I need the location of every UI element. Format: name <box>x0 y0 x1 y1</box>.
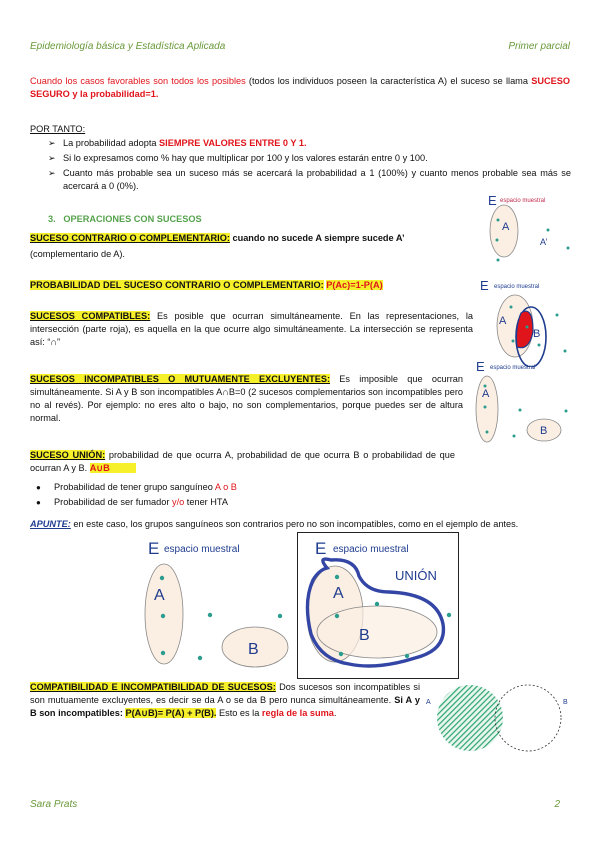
label-a: A <box>154 587 165 604</box>
label-b: B <box>540 425 548 437</box>
incompatibles-label: SUCESOS INCOMPATIBLES O MUTUAMENTE EXCLUYENTES: <box>30 374 331 384</box>
prob-contrario-paragraph <box>30 279 383 292</box>
apunte-text: en este caso, los grupos sanguíneos son contrarios pero no son incompatibles, como en el ejemplo de antes. <box>70 519 519 529</box>
diagram-title: espacio muestral <box>490 365 536 371</box>
intro-bold: SUCESO SEGURO y la probabilidad=1. <box>30 76 570 99</box>
union-formula: A∪B <box>90 463 136 473</box>
diagram-union-left <box>140 536 290 676</box>
ellipse-b <box>317 606 437 658</box>
dot <box>497 259 500 262</box>
union-label: SUCESO UNIÓN: <box>30 450 106 460</box>
contrario-text2: (complementario de A). <box>30 249 125 259</box>
prob-contrario-formula: P(Ac)=1-P(A) <box>326 280 383 290</box>
dot <box>567 247 570 250</box>
compat-incompat-text2: Esto es la <box>216 708 262 718</box>
diagram-e-label: E <box>476 359 485 374</box>
label-a: A <box>499 315 507 327</box>
arrow-bullet-icon: ➢ <box>48 153 56 163</box>
contrario-label: SUCESO CONTRARIO O COMPLEMENTARIO: <box>30 233 230 243</box>
list-item-text: Probabilidad de ser fumador <box>54 497 172 507</box>
list-item-red: A o B <box>214 482 237 492</box>
compat-incompat-formula: P(A∪B)= P(A) + P(B). <box>125 708 217 718</box>
diagram-e-label: E <box>488 193 497 208</box>
diagram-compatibles <box>477 277 577 367</box>
list-item-red: y/o <box>171 497 185 507</box>
list-item-post: tener HTA <box>184 497 228 507</box>
label-b: B <box>533 328 541 340</box>
dot <box>339 652 343 656</box>
list-item <box>48 137 571 150</box>
footer-left: Sara Prats <box>30 799 78 810</box>
dot-bullet-icon: ● <box>36 498 41 507</box>
label-b: B <box>359 627 370 644</box>
diagram-title: espacio muestral <box>164 544 240 555</box>
compat-incompat-end: . <box>333 708 337 718</box>
compatibles-paragraph <box>30 310 473 349</box>
intro-paragraph <box>30 75 570 101</box>
por-tanto-heading: POR TANTO: <box>30 124 86 134</box>
circle-b <box>495 685 561 751</box>
list-item-text: Probabilidad de tener grupo sanguíneo <box>54 482 215 492</box>
contrario-paragraph <box>30 232 470 245</box>
dot <box>556 314 559 317</box>
incompatibles-text: Es imposible que ocurran simultáneamente. Si A y B son incompatibles A∩B=0 (2 sucesos complementarios son incompatibles pero no al revés). Por ejemplo: no eres alto o bajo, no son complementarios, porque puedes ser de altura normal. <box>30 374 463 423</box>
list-item-red: SIEMPRE VALORES ENTRE 0 Y 1. <box>159 138 307 148</box>
label-a: A <box>333 585 344 602</box>
dot <box>484 406 487 409</box>
list-item-text: La probabilidad adopta <box>63 138 160 148</box>
dot <box>496 239 499 242</box>
diagram-e-label: E <box>480 278 489 293</box>
list-item-text: Cuanto más probable sea un suceso más se acercará la probabilidad a 1 (100%) y cuanto menos probable sea más se acercará a 0 (0%). <box>63 168 571 191</box>
dot <box>161 651 165 655</box>
diagram-title: espacio muestral <box>494 284 540 290</box>
compat-incompat-label: COMPATIBILIDAD E INCOMPATIBILIDAD DE SUCESOS: <box>30 682 276 692</box>
dot <box>519 409 522 412</box>
dot <box>335 614 339 618</box>
dot <box>375 602 379 606</box>
dot <box>486 431 489 434</box>
compat-incompat-bold: Si A y B son incompatibles: <box>30 695 420 718</box>
section-number: 3. <box>48 214 56 224</box>
list-item-text: Si lo expresamos como % hay que multiplicar por 100 y los valores estarán entre 0 y 100. <box>63 153 428 163</box>
list-item <box>30 496 450 509</box>
dot <box>278 614 282 618</box>
list-item <box>30 481 450 494</box>
diagram-suma <box>424 682 574 754</box>
intro-red: Cuando los casos favorables son todos los posibles <box>30 76 246 86</box>
dot <box>526 326 529 329</box>
dot <box>208 613 212 617</box>
arrow-bullet-icon: ➢ <box>48 168 56 178</box>
union-list <box>30 481 450 511</box>
dot <box>484 385 487 388</box>
diagram-e-label: E <box>148 539 160 558</box>
list-item <box>48 152 571 165</box>
apunte-label: APUNTE: <box>30 519 71 529</box>
section-title-text: OPERACIONES CON SUCESOS <box>63 214 202 224</box>
union-text: probabilidad de que ocurra A, probabilidad de que ocurra B o probabilidad de que ocurran A y B. <box>30 450 455 473</box>
label-b: B <box>248 641 259 658</box>
section-title <box>48 213 202 226</box>
label-a: A <box>482 388 490 400</box>
header-right: Primer parcial <box>508 41 570 52</box>
diagram-title: espacio muestral <box>500 198 546 204</box>
footer-page-number: 2 <box>554 799 560 810</box>
dot <box>510 306 513 309</box>
dot <box>405 654 409 658</box>
label-a: A <box>426 699 431 706</box>
incompatibles-paragraph <box>30 373 463 425</box>
dot <box>547 229 550 232</box>
compat-incompat-text: Dos sucesos son incompatibles si son mutuamente excluyentes, es decir se da A o se da B pero nunca simultáneamente. <box>30 682 420 705</box>
union-label: UNIÓN <box>395 568 437 583</box>
dot <box>538 344 541 347</box>
dot <box>564 350 567 353</box>
dot <box>198 656 202 660</box>
apunte-paragraph <box>30 518 580 531</box>
dot <box>161 614 165 618</box>
diagram-title: espacio muestral <box>333 544 409 555</box>
prob-contrario-label: PROBABILIDAD DEL SUCESO CONTRARIO O COMPLEMENTARIO: <box>30 280 324 290</box>
diagram-union-right <box>297 532 459 679</box>
label-b: B <box>563 699 568 706</box>
diagram-e-label: E <box>315 539 327 558</box>
compatibles-text: Es posible que ocurran simultáneamente. En las representaciones, la intersección (parte roja), es aquella en la que ocurre algo simultáneamente. La intersección se representa así: “∩” <box>30 311 473 347</box>
diagram-complementario <box>478 190 578 268</box>
header-left: Epidemiología básica y Estadística Aplicada <box>30 41 226 52</box>
dot <box>160 576 164 580</box>
compat-incompat-red: regla de la suma <box>261 708 334 718</box>
label-a: A <box>502 221 510 233</box>
intro-text: (todos los individuos poseen la característica A) el suceso se llama <box>245 76 532 86</box>
dot <box>565 410 568 413</box>
por-tanto-list <box>48 137 571 195</box>
dot <box>335 575 339 579</box>
compatibles-label: SUCESOS COMPATIBLES: <box>30 311 151 321</box>
label-a-prime: A’ <box>540 237 548 247</box>
dot <box>497 219 500 222</box>
union-paragraph <box>30 449 455 475</box>
dot <box>447 613 451 617</box>
ellipse-a <box>145 564 183 664</box>
dot-bullet-icon: ● <box>36 483 41 492</box>
arrow-bullet-icon: ➢ <box>48 138 56 148</box>
compat-incompat-paragraph <box>30 681 420 720</box>
dot <box>513 435 516 438</box>
contrario-text: cuando no sucede A siempre sucede A’ <box>229 233 405 243</box>
dot <box>512 340 515 343</box>
circle-a <box>437 685 503 751</box>
diagram-incompatibles <box>474 357 580 445</box>
